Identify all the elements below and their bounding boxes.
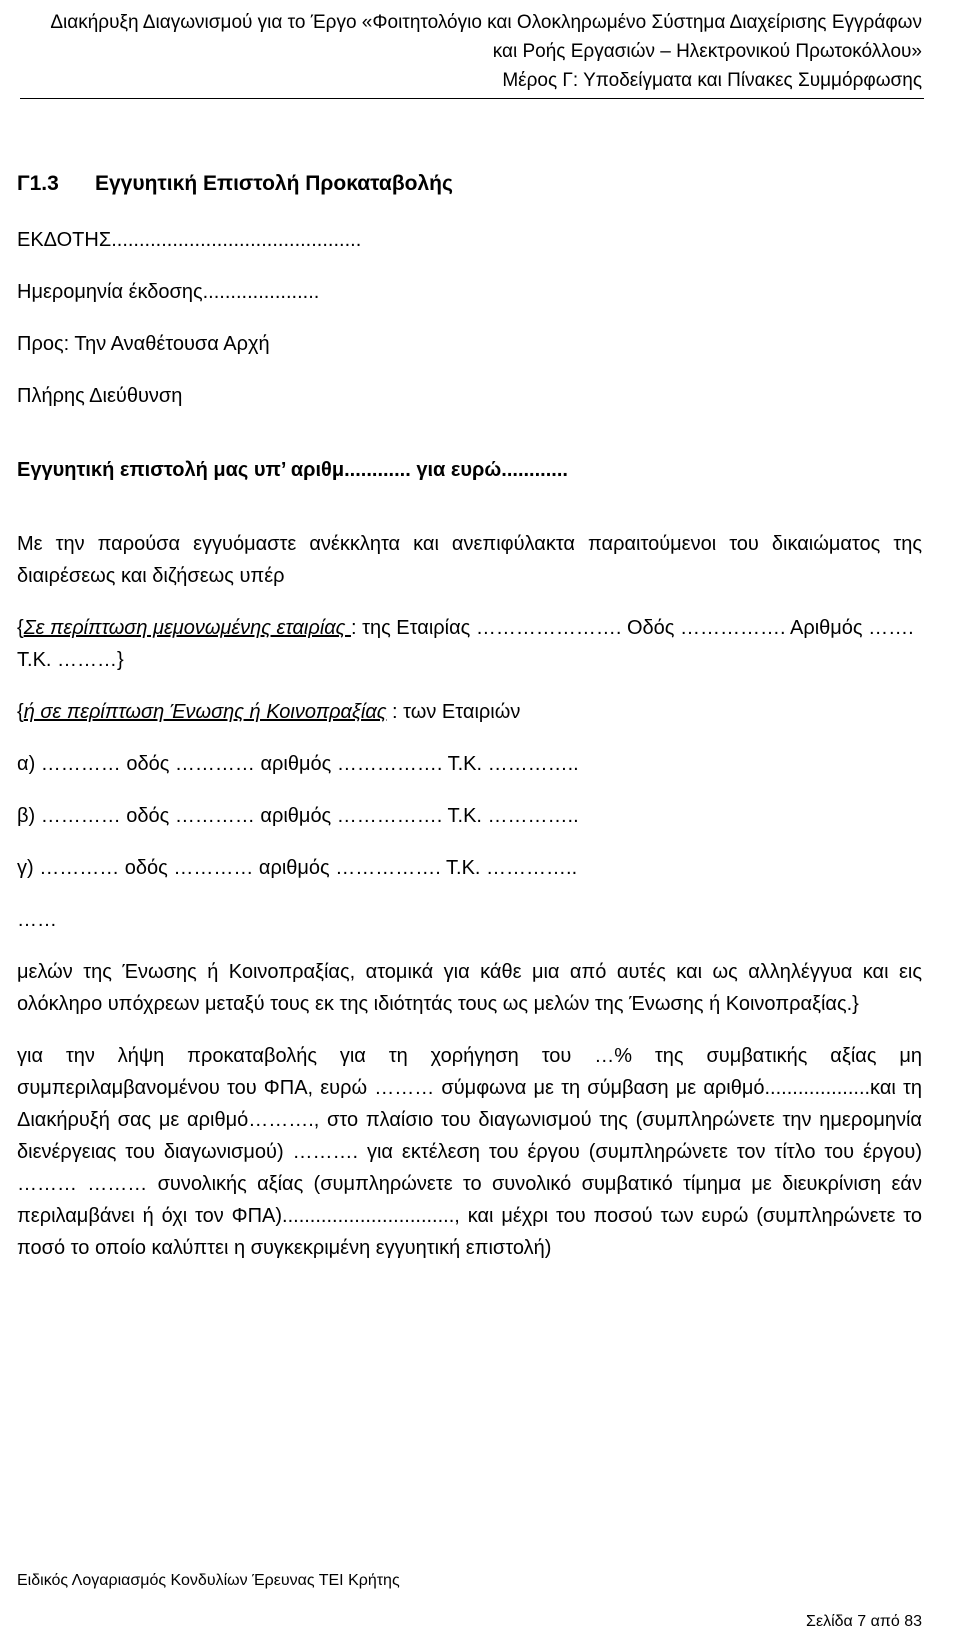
consortium-label: ή σε περίπτωση Ένωσης ή Κοινοπραξίας — [23, 701, 387, 723]
recipient-line: Προς: Την Αναθέτουσα Αρχή — [17, 333, 270, 355]
member-line-a: α) ………… οδός ………… αριθμός ……………. Τ.Κ. ………….. — [17, 753, 579, 775]
consortium-text: : των Εταιριών — [386, 701, 521, 723]
issue-date-field: Ημερομηνία έκδοσης..................... — [17, 281, 320, 303]
member-line-more: …… — [17, 909, 57, 931]
brace-open: { — [17, 617, 24, 639]
header-line-2: και Ροής Εργασιών – Ηλεκτρονικού Πρωτοκόλλου» — [492, 41, 922, 62]
single-company-label: Σε περίπτωση μεμονωμένης εταιρίας — [23, 617, 351, 639]
spacer — [17, 506, 922, 528]
document-body — [17, 156, 922, 1284]
single-company-paragraph — [17, 612, 922, 676]
page-number: Σελίδα 7 από 83 — [806, 1613, 922, 1630]
member-line-b: β) ………… οδός ………… αριθμός ……………. Τ.Κ. ………….. — [17, 805, 579, 827]
header-line-3: Μέρος Γ: Υποδείγματα και Πίνακες Συμμόρφωσης — [502, 70, 922, 91]
address-line: Πλήρης Διεύθυνση — [17, 385, 183, 407]
guarantee-number-line: Εγγυητική επιστολή μας υπ’ αριθμ............ για ευρώ............ — [17, 459, 568, 481]
spacer — [17, 432, 922, 454]
section-number: Γ1.3 — [17, 172, 59, 195]
header-divider — [20, 98, 924, 99]
section-title: Εγγυητική Επιστολή Προκαταβολής — [95, 172, 453, 195]
intro-paragraph: Με την παρούσα εγγυόμαστε ανέκκλητα και ανεπιφύλακτα παραιτούμενοι του δικαιώματος της διαιρέσεως και διζήσεως υπέρ — [17, 533, 922, 587]
issuer-field: ΕΚΔΟΤΗΣ............................................. — [17, 229, 362, 251]
single-company-text: : της Εταιρίας …………………. Οδός ……………. Αριθμός ……. Τ.Κ. ………} — [17, 617, 914, 671]
brace-open: { — [17, 701, 24, 723]
purpose-paragraph: για την λήψη προκαταβολής για τη χορήγηση του …% της συμβατικής αξίας μη συμπεριλαμβανομένου του ΦΠΑ, ευρώ ……… σύμφωνα με τη σύμβαση με αριθμό...................και τη Διακήρυξή σας με αριθμό………., στο πλαίσιο του διαγωνισμού της (συμπληρώνετε την ημερομηνία διενέργειας του διαγωνισμού) ………. για εκτέλεση του έργου (συμπληρώνετε τον τίτλο του έργου) ……… ……… συνολικής αξίας (συμπληρώνετε το συνολικό συμβατικό τίμημα με διευκρίνιση εάν περιλαμβάνει ή όχι τον ΦΠΑ)..............................., και μέχρι του ποσού των ευρώ (συμπληρώνετε το ποσό το οποίο καλύπτει η συγκεκριμένη εγγυητική επιστολή) — [17, 1045, 922, 1259]
footer-organization: Ειδικός Λογαριασμός Κονδυλίων Έρευνας ΤΕΙ Κρήτης — [17, 1572, 400, 1589]
consortium-paragraph — [17, 696, 922, 728]
header-line-1: Διακήρυξη Διαγωνισμού για το Έργο «Φοιτητολόγιο και Ολοκληρωμένο Σύστημα Διαχείρισης Εγγράφων — [50, 12, 922, 33]
page-header — [20, 8, 922, 95]
section-heading — [17, 168, 922, 200]
members-clause-paragraph: μελών της Ένωσης ή Κοινοπραξίας, ατομικά για κάθε μια από αυτές και ως αλληλέγγυα και εις ολόκληρο υπόχρεων μεταξύ τους εκ της ιδιότητάς τους ως μελών της Ένωσης ή Κοινοπραξίας.} — [17, 961, 922, 1015]
member-line-c: γ) ………… οδός ………… αριθμός ……………. Τ.Κ. ………….. — [17, 857, 578, 879]
